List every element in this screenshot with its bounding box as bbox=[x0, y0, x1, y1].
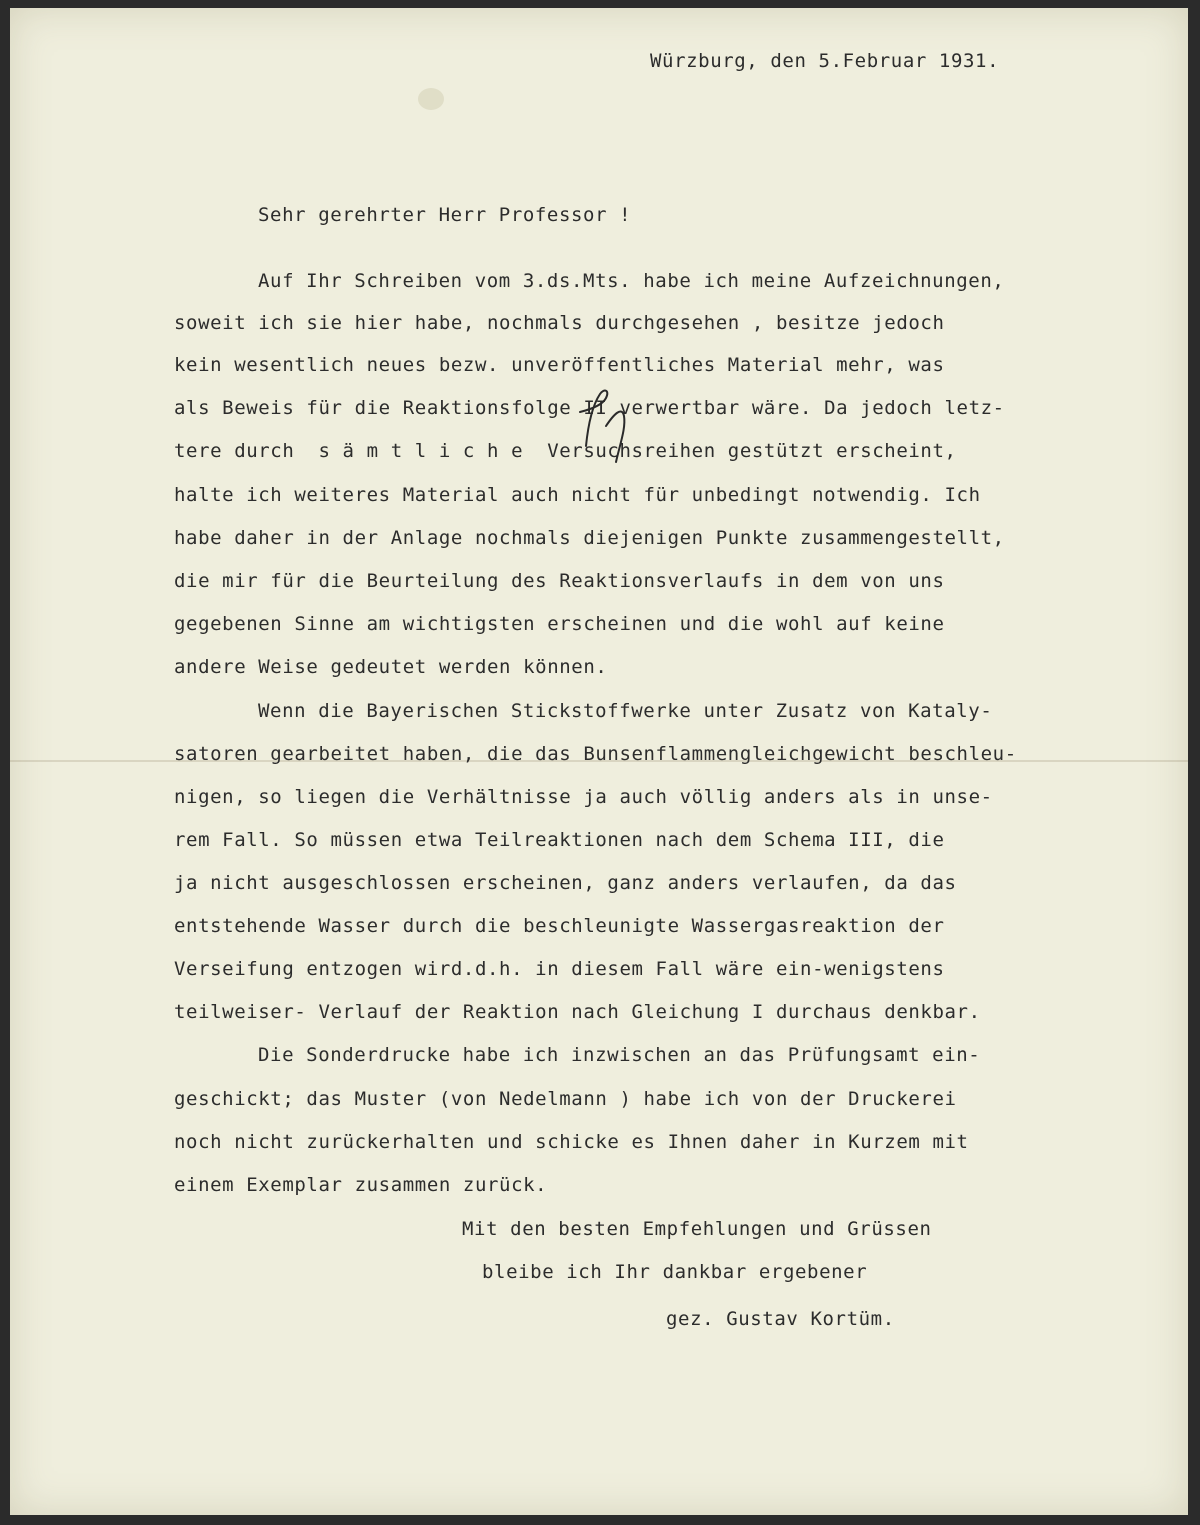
closing-line: bleibe ich Ihr dankbar ergebener bbox=[482, 1261, 868, 1283]
paragraph-1-line: die mir für die Beurteilung des Reaktionsverlaufs in dem von uns bbox=[174, 570, 945, 592]
paragraph-2-line: nigen, so liegen die Verhältnisse ja auch völlig anders als in unse- bbox=[174, 786, 993, 808]
paragraph-1-line: als Beweis für die Reaktionsfolge II verwertbar wäre. Da jedoch letz- bbox=[174, 397, 1005, 419]
paragraph-3-line: noch nicht zurückerhalten und schicke es Ihnen daher in Kurzem mit bbox=[174, 1131, 969, 1153]
dateline: Würzburg, den 5.Februar 1931. bbox=[650, 50, 1000, 72]
punch-hole-mark bbox=[418, 88, 444, 110]
paragraph-2-line: teilweiser- Verlauf der Reaktion nach Gleichung I durchaus denkbar. bbox=[174, 1001, 981, 1023]
paragraph-2-line: rem Fall. So müssen etwa Teilreaktionen nach dem Schema III, die bbox=[174, 829, 945, 851]
salutation: Sehr gerehrter Herr Professor ! bbox=[258, 204, 632, 226]
signature: gez. Gustav Kortüm. bbox=[666, 1308, 895, 1330]
paragraph-1-line: habe daher in der Anlage nochmals diejenigen Punkte zusammengestellt, bbox=[174, 527, 1005, 549]
paragraph-3-line: geschickt; das Muster (von Nedelmann ) habe ich von der Druckerei bbox=[174, 1088, 957, 1110]
paragraph-2-line: Wenn die Bayerischen Stickstoffwerke unter Zusatz von Kataly- bbox=[258, 700, 993, 722]
paragraph-1-line: halte ich weiteres Material auch nicht für unbedingt notwendig. Ich bbox=[174, 484, 981, 506]
handwritten-correction-mark bbox=[566, 386, 630, 466]
paragraph-1-line: kein wesentlich neues bezw. unveröffentliches Material mehr, was bbox=[174, 354, 945, 376]
letter-page bbox=[10, 8, 1188, 1515]
paragraph-1-line: tere durch s ä m t l i c h e Versuchsreihen gestützt erscheint, bbox=[174, 440, 957, 462]
closing-line: Mit den besten Empfehlungen und Grüssen bbox=[462, 1218, 932, 1240]
paragraph-1-line: soweit ich sie hier habe, nochmals durchgesehen , besitze jedoch bbox=[174, 312, 945, 334]
paragraph-2-line: satoren gearbeitet haben, die das Bunsenflammengleichgewicht beschleu- bbox=[174, 743, 1017, 765]
paragraph-3-line: einem Exemplar zusammen zurück. bbox=[174, 1174, 548, 1196]
paragraph-2-line: entstehende Wasser durch die beschleunigte Wassergasreaktion der bbox=[174, 915, 945, 937]
paragraph-2-line: Verseifung entzogen wird.d.h. in diesem Fall wäre ein-wenigstens bbox=[174, 958, 945, 980]
paragraph-1-line: andere Weise gedeutet werden können. bbox=[174, 656, 608, 678]
paragraph-3-line: Die Sonderdrucke habe ich inzwischen an das Prüfungsamt ein- bbox=[258, 1044, 981, 1066]
paragraph-1-line: gegebenen Sinne am wichtigsten erscheinen und die wohl auf keine bbox=[174, 613, 945, 635]
paragraph-1-line: Auf Ihr Schreiben vom 3.ds.Mts. habe ich meine Aufzeichnungen, bbox=[258, 270, 1005, 292]
paragraph-2-line: ja nicht ausgeschlossen erscheinen, ganz anders verlaufen, da das bbox=[174, 872, 957, 894]
